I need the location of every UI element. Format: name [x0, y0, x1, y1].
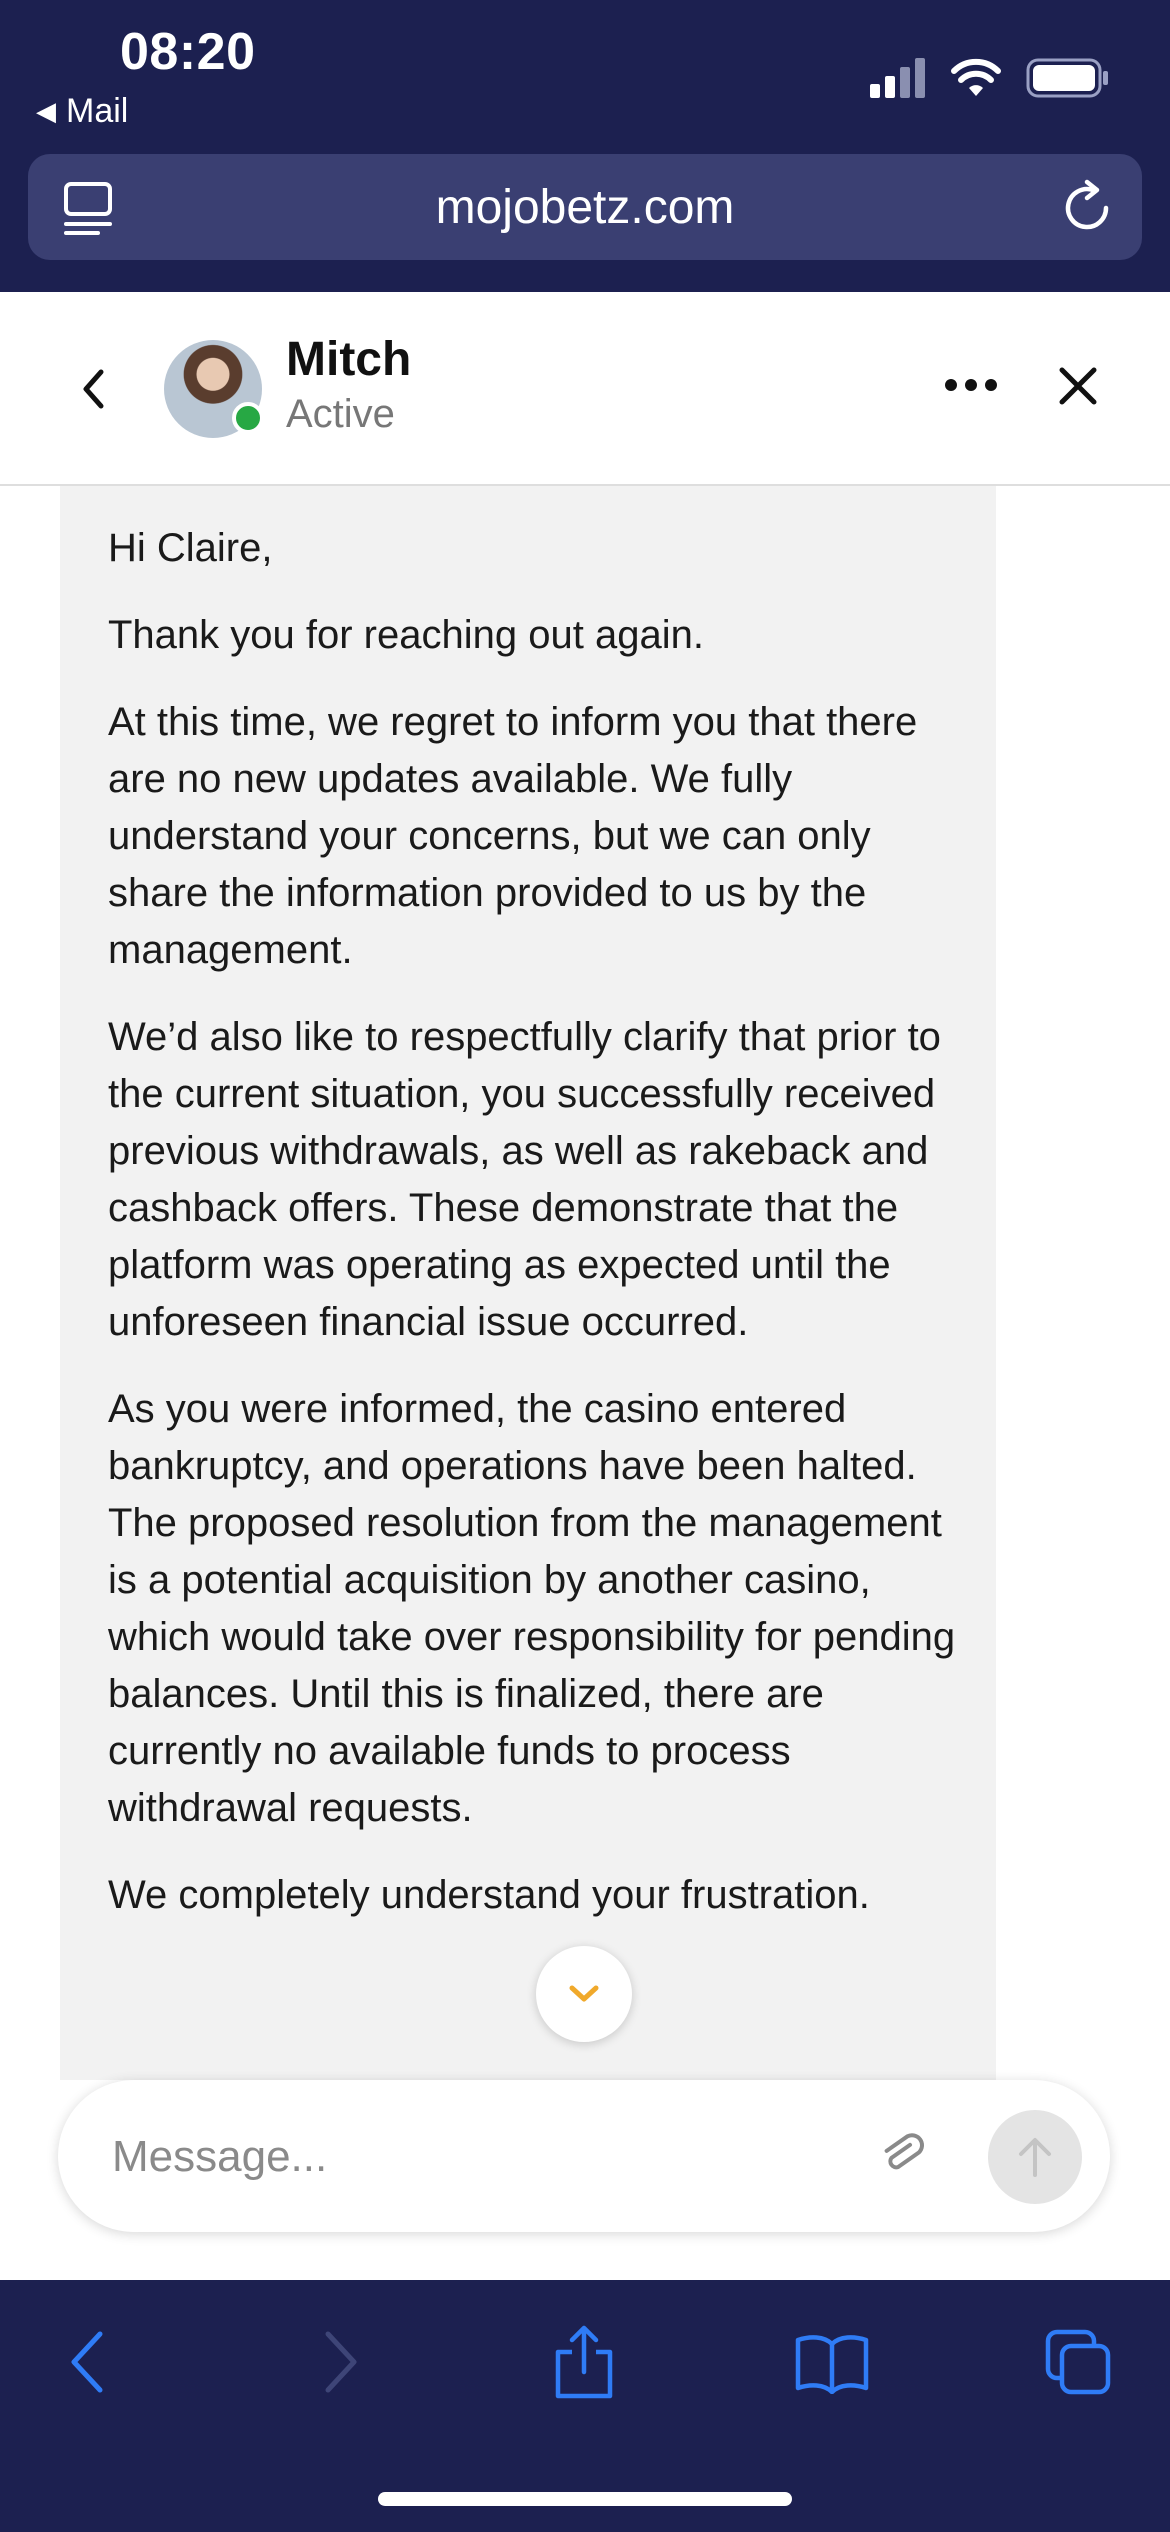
address-bar[interactable]	[28, 154, 1142, 260]
home-indicator	[378, 2492, 792, 2506]
back-app-label: Mail	[66, 92, 129, 130]
message-text	[108, 520, 968, 1954]
chat-header	[0, 292, 1170, 486]
message-paragraph: We completely understand your frustration.	[108, 1873, 870, 1917]
status-time: 08:20	[120, 23, 256, 81]
share-icon[interactable]	[552, 2324, 616, 2400]
agent-status: Active	[286, 392, 395, 436]
agent-name: Mitch	[286, 333, 412, 386]
signal-icon	[870, 58, 926, 98]
wifi-icon	[950, 58, 1002, 98]
message-paragraph: We’d also like to respectfully clarify that prior to the current situation, you successfully received previous withdrawals, as well as rakeback and cashback offers. These demonstrate that the platform was operating as expected until the unforeseen financial issue occurred.	[108, 1015, 941, 1344]
message-paragraph: At this time, we regret to inform you that there are no new updates available. We fully understand your concerns, but we can only share the information provided to us by the management.	[108, 700, 918, 972]
chevron-down-icon	[567, 1983, 601, 2005]
message-composer	[58, 2080, 1110, 2232]
forward-arrow-icon[interactable]	[320, 2330, 360, 2394]
back-to-app-link[interactable]	[36, 92, 128, 131]
back-triangle-icon: ◀	[36, 96, 56, 126]
more-options-icon[interactable]	[942, 370, 1000, 400]
tabs-icon[interactable]	[1044, 2328, 1114, 2398]
paperclip-icon[interactable]	[878, 2130, 930, 2182]
bookmarks-icon[interactable]	[794, 2332, 870, 2394]
back-arrow-icon[interactable]	[68, 2330, 108, 2394]
message-paragraph: As you were informed, the casino entered bankruptcy, and operations have been halted. The proposed resolution from the management is a potential acquisition by another casino, which would take over responsibility for pending balances. Until this is finalized, there are currently no available funds to process withdrawal requests.	[108, 1387, 956, 1830]
status-icons	[870, 56, 1110, 100]
arrow-up-icon	[1015, 2135, 1055, 2179]
battery-icon	[1026, 58, 1110, 98]
scroll-to-bottom-button[interactable]	[536, 1946, 632, 2042]
online-status-dot	[232, 402, 264, 434]
reload-icon[interactable]	[1060, 178, 1116, 236]
agent-message-bubble	[60, 420, 996, 2080]
browser-top-bar	[0, 0, 1170, 292]
message-paragraph: Thank you for reaching out again.	[108, 613, 704, 657]
send-button[interactable]	[988, 2110, 1082, 2204]
url-text: mojobetz.com	[435, 180, 735, 234]
close-icon[interactable]	[1054, 362, 1102, 410]
message-paragraph: Hi Claire,	[108, 526, 273, 570]
message-input[interactable]	[110, 2120, 874, 2194]
chat-back-icon[interactable]	[76, 364, 110, 414]
